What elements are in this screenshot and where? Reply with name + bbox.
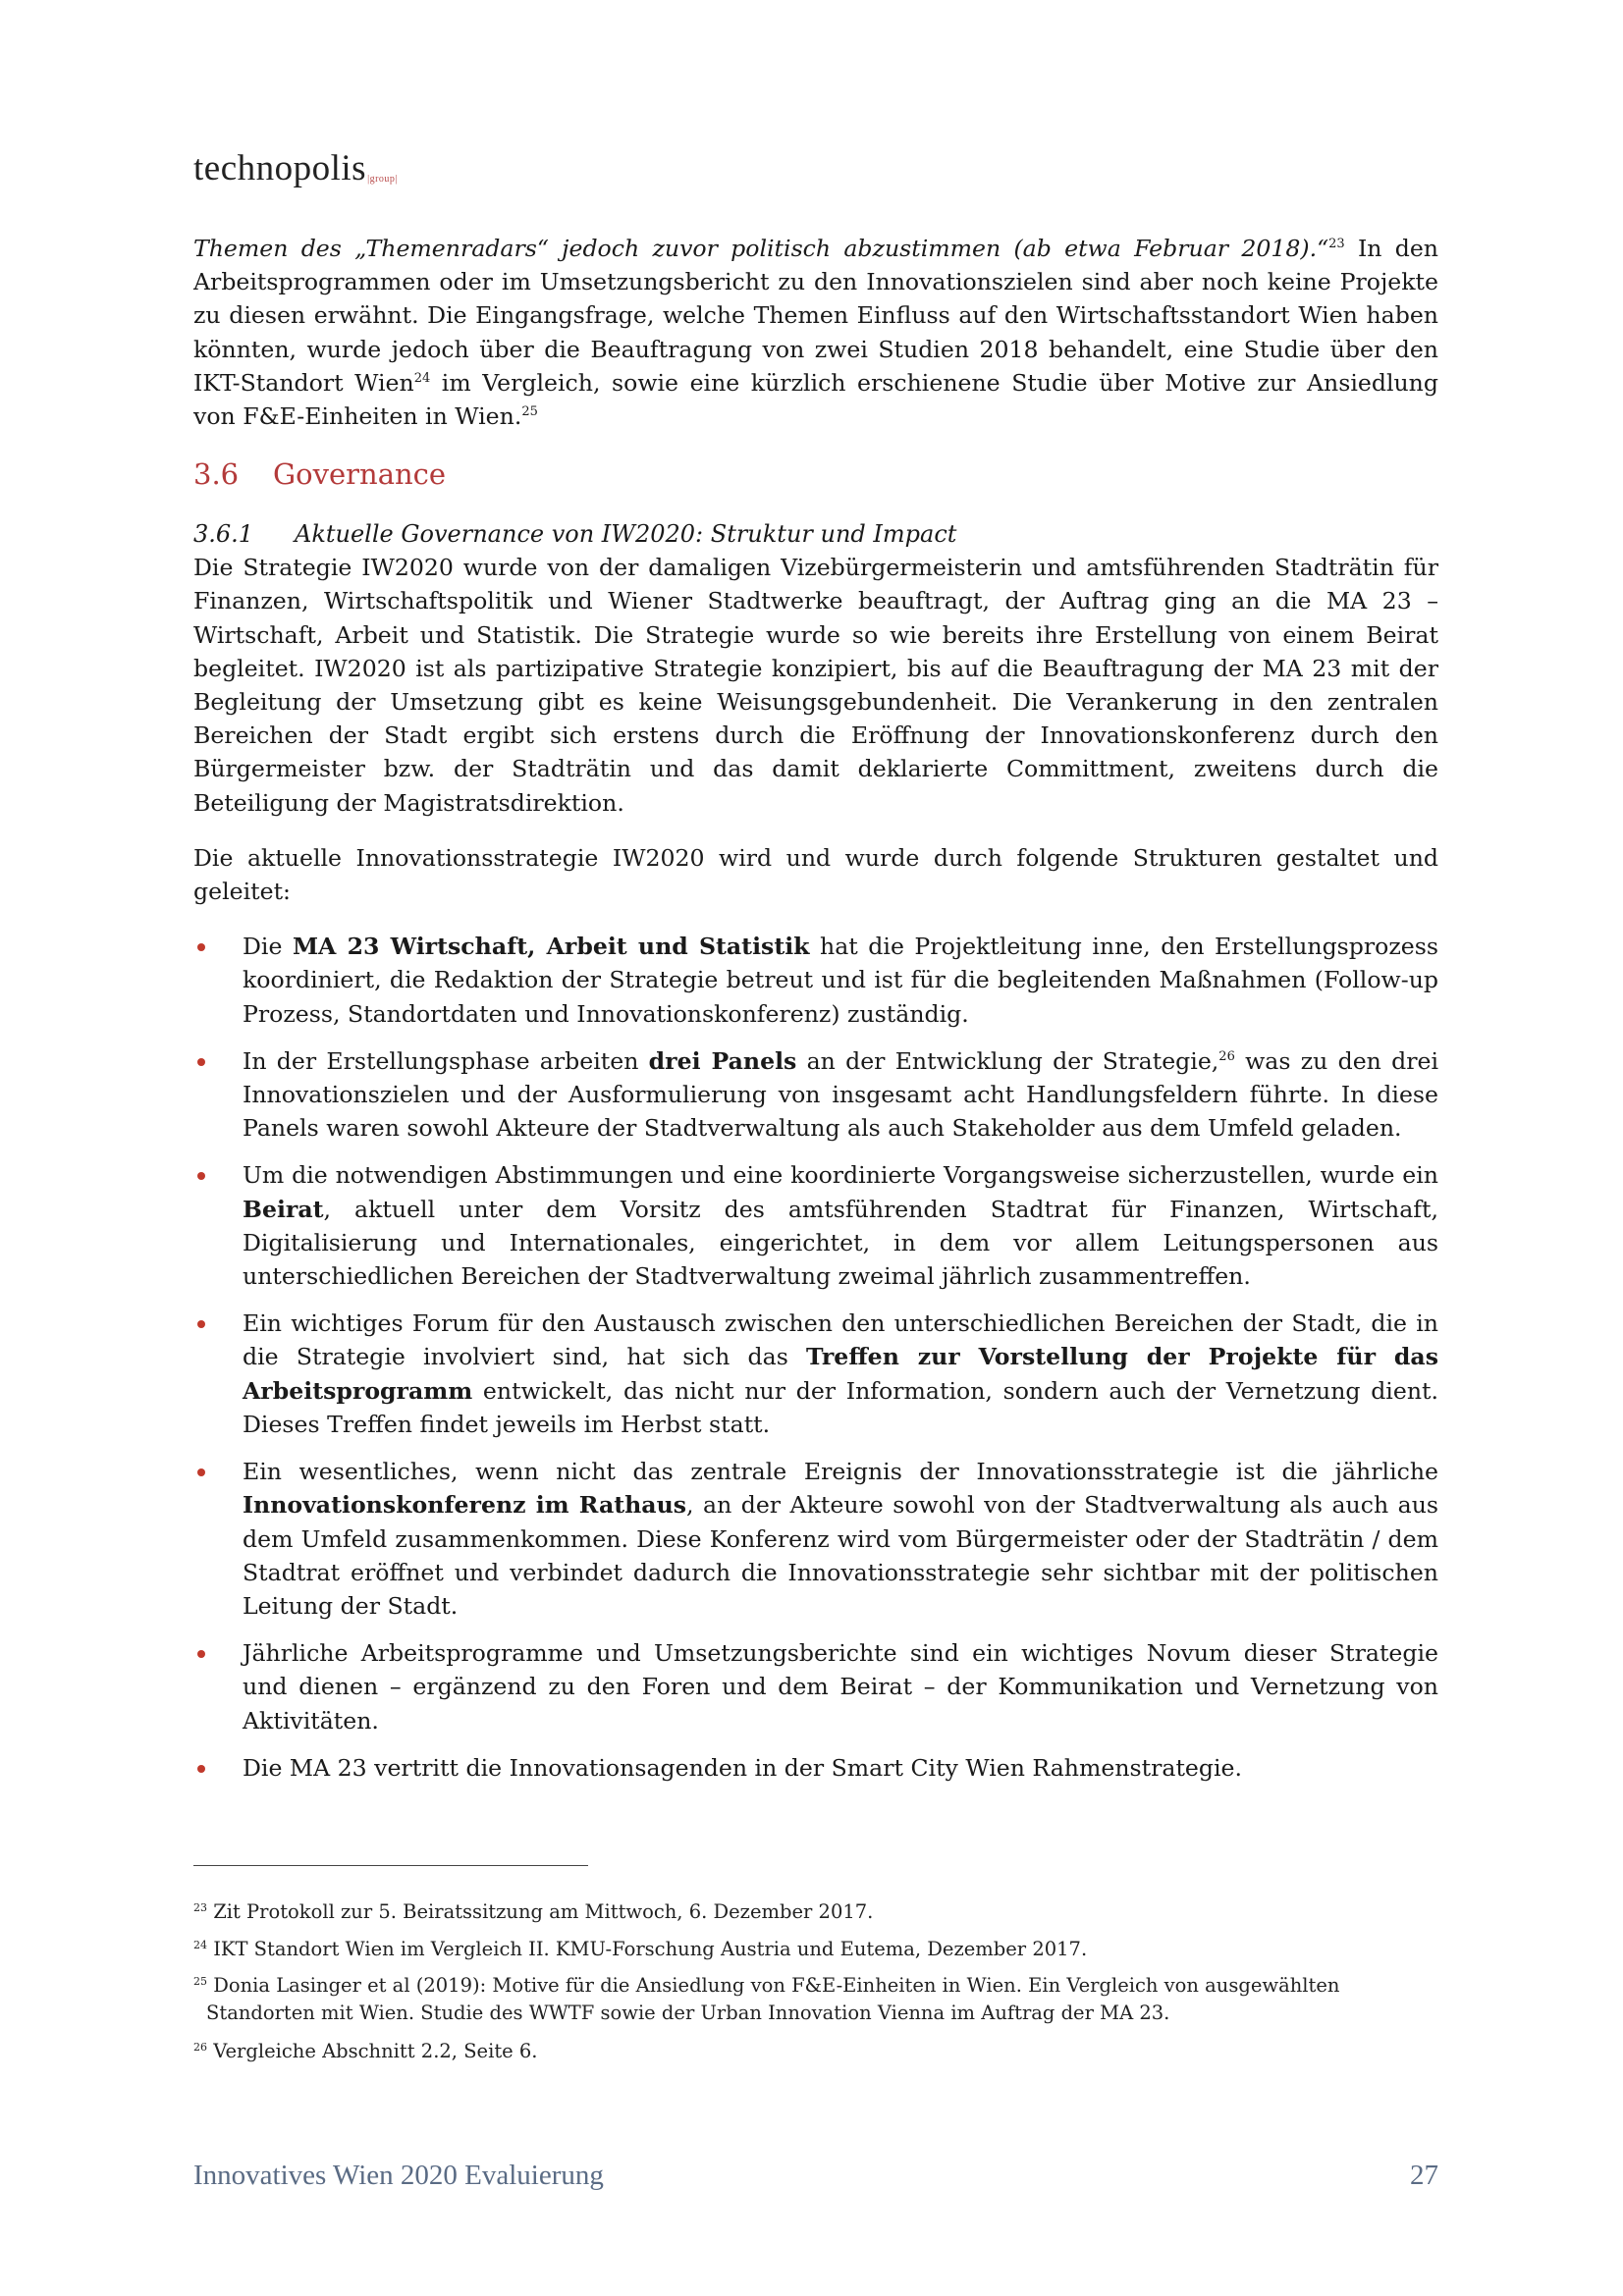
list-item xyxy=(193,1751,1438,1785)
bullet-icon xyxy=(197,1468,205,1476)
main-content xyxy=(193,232,1438,1798)
body-paragraph-1: Die Strategie IW2020 wurde von der damaligen Vizebürgermeisterin und amtsführenden Stadträtin für Finanzen, Wirtschaftspolitik und Wiener Stadtwerke beauftragt, der Auftrag ging an die MA 23 – Wirtschaft, Arbeit und Statistik. Die Strategie wurde so wie bereits ihre Erstellung von einem Beirat begleitet. IW2020 ist als partizipative Strategie konzipiert, bis auf die Beauftragung der MA 23 mit der Begleitung der Umsetzung gibt es keine Weisungsgebundenheit. Die Verankerung in den zentralen Bereichen der Stadt ergibt sich erstens durch die Eröffnung der Innovationskonferenz durch den Bürgermeister bzw. der Stadträtin und das damit deklarierte Committment, zweitens durch die Beteiligung der Magistratsdirektion. xyxy=(193,554,1438,817)
footnote-ref-26[interactable]: 26 xyxy=(1218,1048,1235,1064)
bullet-icon xyxy=(197,943,205,951)
footnote-text-continued: Standorten mit Wien. Studie des WWTF sowie der Urban Innovation Vienna im Auftrag der MA 23. xyxy=(206,2002,1170,2024)
bullet-text: Jährliche Arbeitsprogramme und Umsetzungsberichte sind ein wichtiges Novum dieser Strategie und dienen – ergänzend zu den Foren und dem Beirat – der Kommunikation und Vernetzung von Aktivitäten. xyxy=(243,1639,1438,1735)
bullet-icon xyxy=(197,1172,205,1180)
footer-title: Innovatives Wien 2020 Evaluierung xyxy=(193,2160,604,2191)
structure-bullet-list xyxy=(193,930,1438,1785)
bullet-text: was zu den drei Innovationszielen und der Ausformulierung von insgesamt acht Handlungsfeldern führte. In diese Panels waren sowohl Akteure der Stadtverwaltung als auch Stakeholder aus dem Umfeld geladen. xyxy=(243,1046,1439,1143)
footnote-ref-23[interactable]: 23 xyxy=(1328,237,1345,251)
technopolis-logo xyxy=(193,147,398,189)
logo-text: technopolis xyxy=(193,148,367,188)
footnote-ref-25[interactable]: 25 xyxy=(521,404,538,420)
footnote-24 xyxy=(193,1936,1438,1963)
footnote-text: IKT Standort Wien im Vergleich II. KMU-Forschung Austria und Eutema, Dezember 2017. xyxy=(207,1938,1088,1960)
subsection-heading xyxy=(193,517,1438,551)
list-item xyxy=(193,1044,1438,1146)
body-paragraph-2: Die aktuelle Innovationsstrategie IW2020 wird und wurde durch folgende Strukturen gestaltet und geleitet: xyxy=(193,843,1438,906)
section-heading xyxy=(193,454,1438,494)
footnote-ref-24[interactable]: 24 xyxy=(413,370,431,386)
bullet-text: an der Entwicklung der Strategie, xyxy=(796,1046,1219,1075)
section-number: 3.6 xyxy=(193,457,240,492)
bullet-text: Ein wesentliches, wenn nicht das zentrale Ereignis der Innovationsstrategie ist die jährliche xyxy=(243,1458,1438,1486)
footnote-text: Vergleiche Abschnitt 2.2, Seite 6. xyxy=(207,2040,538,2062)
footnote-divider xyxy=(193,1865,588,1866)
bullet-text: Die xyxy=(243,933,293,961)
quote-text: Themen des „Themenradars“ jedoch zuvor politisch abzustimmen (ab etwa Februar 2018).“ xyxy=(193,235,1329,262)
intro-text-2: im Vergleich, sowie eine kürzlich erschienene Studie über Motive zur Ansiedlung von F&E-Einheiten in Wien. xyxy=(193,368,1438,431)
bullet-text: , aktuell unter dem Vorsitz des amtsführenden Stadtrat für Finanzen, Wirtschaft, Digitalisierung und Internationales, eingerichtet, in dem vor allem Leitungspersonen aus unterschiedlichen Bereichen der Stadtverwaltung zweimal jährlich zusammentreffen. xyxy=(243,1195,1438,1291)
footnote-text: Donia Lasinger et al (2019): Motive für die Ansiedlung von F&E-Einheiten in Wien. Ein Vergleich von ausgewählten xyxy=(207,1974,1340,1997)
logo-suffix: |group| xyxy=(367,174,398,185)
footnote-26 xyxy=(193,2038,1438,2065)
bullet-icon xyxy=(197,1320,205,1328)
bullet-bold: Beirat xyxy=(243,1195,324,1223)
section-title: Governance xyxy=(273,457,447,492)
subsection-title: Aktuelle Governance von IW2020: Struktur und Impact xyxy=(295,520,957,549)
page-footer xyxy=(193,2160,1438,2192)
list-item xyxy=(193,1636,1438,1737)
bullet-text: Die MA 23 vertritt die Innovationsagenden in der Smart City Wien Rahmenstrategie. xyxy=(243,1753,1243,1782)
bullet-bold: drei Panels xyxy=(648,1046,797,1075)
bullet-bold: Innovationskonferenz im Rathaus xyxy=(243,1491,687,1520)
intro-paragraph xyxy=(193,232,1438,433)
footnote-23 xyxy=(193,1898,1438,1926)
footnote-25 xyxy=(193,1972,1438,2027)
footnote-number: 24 xyxy=(193,1939,207,1951)
page-number: 27 xyxy=(1410,2160,1438,2191)
bullet-icon xyxy=(197,1765,205,1773)
bullet-text: In der Erstellungsphase arbeiten xyxy=(243,1046,649,1075)
footnote-number: 23 xyxy=(193,1901,207,1914)
footnote-number: 26 xyxy=(193,2041,207,2054)
list-item xyxy=(193,1158,1438,1293)
bullet-text: Um die notwendigen Abstimmungen und eine koordinierte Vorgangsweise sicherzustellen, wurde ein xyxy=(243,1161,1438,1190)
footnote-number: 25 xyxy=(193,1975,207,1988)
bullet-text: , an der Akteure sowohl von der Stadtverwaltung als auch aus dem Umfeld zusammenkommen. Diese Konferenz wird vom Bürgermeister oder der Stadträtin / dem Stadtrat eröffnet und verbindet dadurch die Innovationsstrategie sehr sichtbar mit der politischen Leitung der Stadt. xyxy=(243,1491,1439,1620)
bullet-icon xyxy=(197,1650,205,1658)
bullet-text: hat die Projektleitung inne, den Erstellungsprozess koordiniert, die Redaktion der Strategie betreut und ist für die begleitenden Maßnahmen (Follow-up Prozess, Standortdaten und Innovationskonferenz) zuständig. xyxy=(243,933,1438,1028)
list-item xyxy=(193,1455,1438,1623)
footnote-text: Zit Protokoll zur 5. Beiratssitzung am Mittwoch, 6. Dezember 2017. xyxy=(207,1900,874,1923)
list-item xyxy=(193,930,1438,1031)
intro-text-1: In den Arbeitsprogrammen oder im Umsetzungsbericht zu den Innovationszielen sind aber noch keine Projekte zu diesen erwähnt. Die Eingangsfrage, welche Themen Einfluss auf den Wirtschaftsstandort Wien haben könnten, wurde jedoch über die Beauftragung von zwei Studien 2018 behandelt, eine Studie über den IKT-Standort Wien xyxy=(193,235,1439,397)
bullet-icon xyxy=(197,1058,205,1066)
subsection-number: 3.6.1 xyxy=(193,520,254,549)
bullet-bold: Treffen zur Vorstellung der Projekte für das Arbeitsprogramm xyxy=(243,1343,1439,1405)
list-item xyxy=(193,1307,1438,1441)
bullet-text: entwickelt, das nicht nur der Information, sondern auch der Vernetzung dient. Dieses Treffen findet jeweils im Herbst statt. xyxy=(243,1376,1438,1438)
bullet-text: Ein wichtiges Forum für den Austausch zwischen den unterschiedlichen Bereichen der Stadt, die in die Strategie involviert sind, hat sich das xyxy=(243,1309,1438,1371)
bullet-bold: MA 23 Wirtschaft, Arbeit und Statistik xyxy=(292,933,810,961)
